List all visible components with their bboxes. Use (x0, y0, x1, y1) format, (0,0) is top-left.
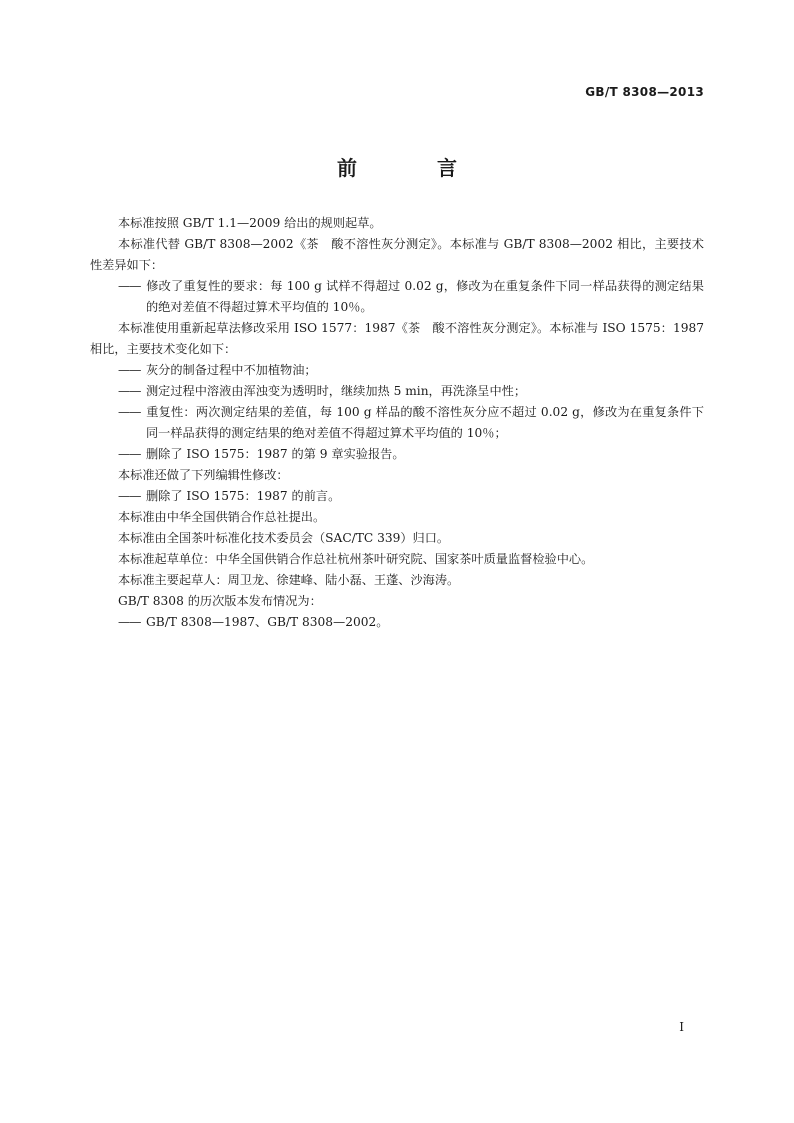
dash-mark: —— (118, 405, 141, 419)
paragraph: 本标准由中华全国供销合作总社提出。 (118, 510, 326, 524)
paragraph: 本标准按照 GB/T 1.1—2009 给出的规则起草。 (118, 216, 382, 230)
dash-mark: —— (118, 489, 141, 503)
page-title: 前 言 (337, 156, 487, 180)
list-item (90, 276, 704, 318)
dash-mark: —— (118, 384, 141, 398)
dash-mark: —— (118, 279, 141, 293)
list-item-text: 灰分的制备过程中不加植物油； (146, 363, 317, 377)
list-item (90, 612, 704, 633)
page-number: I (679, 1020, 684, 1034)
list-item-text: 修改了重复性的要求：每 100 g 试样不得超过 0.02 g，修改为在重复条件下同一样品获得的测定结果的绝对差值不得超过算术平均值的 10％。 (146, 279, 704, 314)
paragraph: 本标准由全国茶叶标准化技术委员会（SAC/TC 339）归口。 (118, 531, 450, 545)
paragraph: GB/T 8308 的历次版本发布情况为： (118, 594, 322, 608)
list-item (90, 360, 704, 381)
foreword-body (90, 213, 704, 633)
list-item-text: GB/T 8308—1987、GB/T 8308—2002。 (146, 615, 389, 629)
list-item (90, 381, 704, 402)
list-item (90, 486, 704, 507)
list-item (90, 402, 704, 444)
paragraph: 本标准还做了下列编辑性修改： (118, 468, 289, 482)
dash-mark: —— (118, 615, 141, 629)
list-item (90, 444, 704, 465)
paragraph: 本标准使用重新起草法修改采用 ISO 1577：1987《茶 酸不溶性灰分测定》。本标准与 ISO 1575：1987 相比，主要技术变化如下： (90, 321, 704, 356)
paragraph: 本标准代替 GB/T 8308—2002《茶 酸不溶性灰分测定》。本标准与 GB/T 8308—2002 相比，主要技术性差异如下： (90, 237, 704, 272)
dash-mark: —— (118, 447, 141, 461)
standard-code: GB/T 8308—2013 (585, 85, 704, 99)
list-item-text: 删除了 ISO 1575：1987 的前言。 (146, 489, 341, 503)
dash-mark: —— (118, 363, 141, 377)
list-item-text: 测定过程中溶液由浑浊变为透明时，继续加热 5 min，再洗涤呈中性； (146, 384, 527, 398)
paragraph: 本标准起草单位：中华全国供销合作总社杭州茶叶研究院、国家茶叶质量监督检验中心。 (118, 552, 594, 566)
paragraph: 本标准主要起草人：周卫龙、徐建峰、陆小磊、王蓬、沙海涛。 (118, 573, 460, 587)
list-item-text: 重复性：两次测定结果的差值，每 100 g 样品的酸不溶性灰分应不超过 0.02 g，修改为在重复条件下同一样品获得的测定结果的绝对差值不得超过算术平均值的 10％； (146, 405, 704, 440)
list-item-text: 删除了 ISO 1575：1987 的第 9 章实验报告。 (146, 447, 405, 461)
